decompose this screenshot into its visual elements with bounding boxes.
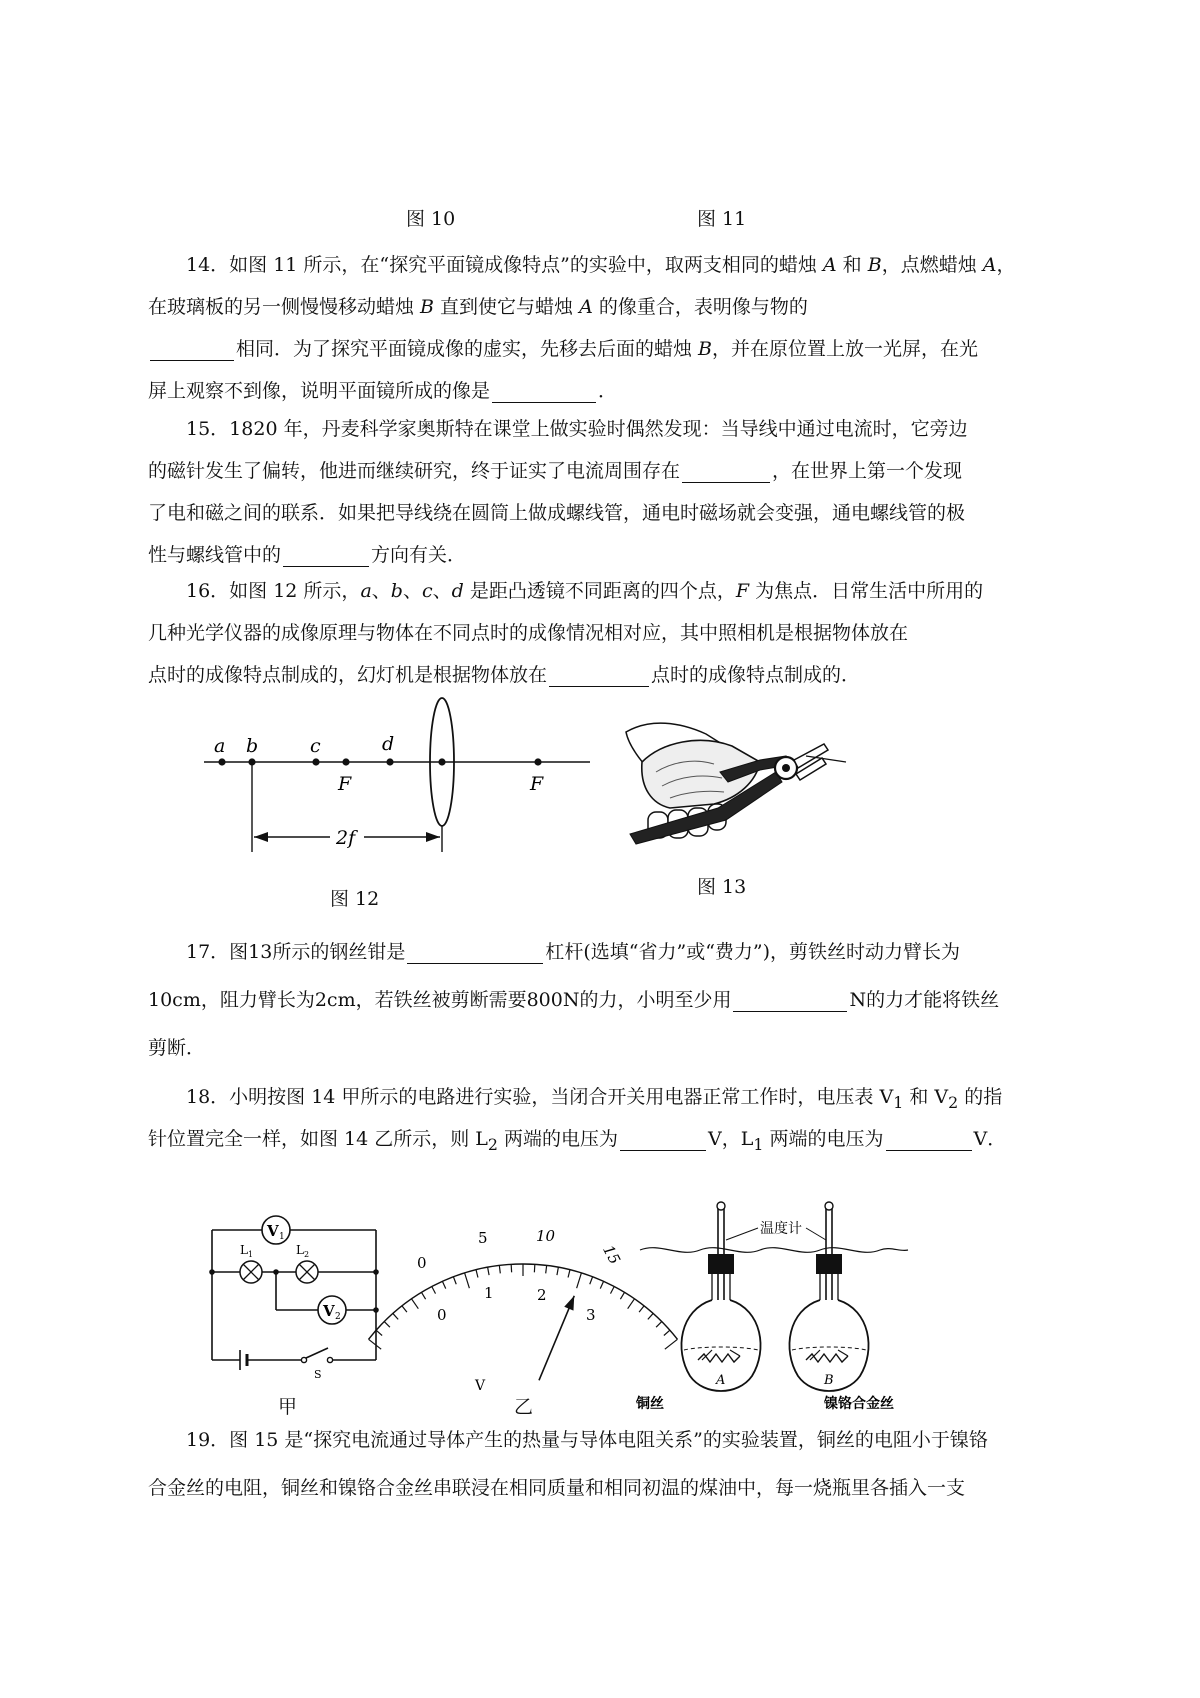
label-2f: 2f: [336, 827, 356, 849]
dial-tick: [590, 1277, 593, 1284]
stopper-b: [816, 1254, 842, 1274]
switch: [306, 1348, 328, 1358]
dial-tick: [488, 1267, 489, 1275]
answer-blank-14-2[interactable]: [492, 378, 596, 403]
flask-a: [681, 1202, 760, 1391]
dial-tick: [412, 1299, 419, 1309]
dial-tick: [610, 1287, 614, 1294]
figure-12-caption: 图 12: [330, 888, 380, 910]
dial-unit: V: [475, 1378, 486, 1394]
dial-tick: [402, 1306, 407, 1312]
dial-tick: [465, 1273, 470, 1288]
dial-tick: [453, 1277, 456, 1284]
dial-tick: [421, 1292, 425, 1299]
dial-tick: [393, 1313, 398, 1319]
inner-label-1: 1: [484, 1284, 494, 1302]
answer-blank-14-1[interactable]: [150, 336, 234, 361]
answer-blank-15-1[interactable]: [682, 458, 770, 483]
label-a: a: [214, 735, 226, 757]
thermometer-label: 温度计: [760, 1221, 802, 1237]
label-focus-left: F: [338, 773, 352, 795]
inner-label-3: 3: [586, 1306, 596, 1324]
svg-text:L: L: [296, 1243, 304, 1257]
point-focus-left: [342, 758, 349, 765]
answer-blank-18-2[interactable]: [886, 1126, 972, 1151]
inner-label-0: 0: [437, 1306, 447, 1324]
copper-wire-label: 铜丝: [636, 1396, 664, 1412]
outer-label-10: 10: [536, 1227, 556, 1245]
figure-14a-circuit: [200, 1200, 390, 1390]
question-18: 18．小明按图 14 甲所示的电路进行实验，当闭合开关用电器正常工作时，电压表 $V_1$ 和 $V_2$ 的指 针位置完全一样，如图 14 乙所示，则 $L_2$ 两端的电压为 V，$L_1$ 两端的电压为 V．: [148, 1086, 1007, 1154]
figure-14b-caption: 乙: [514, 1396, 534, 1418]
point-d: [386, 758, 393, 765]
point-c: [312, 758, 319, 765]
dial-tick: [432, 1287, 436, 1294]
flask-a-label: A: [716, 1373, 726, 1388]
question-15: 15．1820 年，丹麦科学家奥斯特在课堂上做实验时偶然发现：当导线中通过电流时，它旁边 的磁针发生了偏转，他进而继续研究，终于证实了电流周围存在 ，在世界上第一个发现 了电和磁之间的联系．如果把导线绕在圆筒上做成螺线管，通电时磁场就会变强，通电螺线管的极 性与螺线管中的 方向有关．: [148, 418, 968, 566]
dial-tick: [442, 1281, 445, 1288]
arrowhead-right: [426, 832, 440, 842]
svg-text:V: V: [267, 1222, 279, 1240]
nichrome-wire-label: 镍铬合金丝: [824, 1396, 894, 1412]
dial-tick: [628, 1299, 635, 1309]
question-19: 19．图 15 是“探究电流通过导体产生的热量与导体电阻关系”的实验装置，铜丝的电阻小于镍铬 合金丝的电阻，铜丝和镍铬合金丝串联浸在相同质量和相同初温的煤油中，每一烧瓶里各插入一支: [148, 1429, 988, 1499]
svg-text:L: L: [240, 1243, 248, 1257]
outer-label-5: 5: [478, 1229, 488, 1247]
stopper-a: [708, 1254, 734, 1274]
dial-tick: [600, 1281, 603, 1288]
question-17: 17．图13所示的钢丝钳是 杠杆(选填“省力”或“费力”)，剪铁丝时动力臂长为 10cm，阻力臂长为2cm，若铁丝被剪断需要800N的力，小明至少用 N的力才能将铁丝 剪断．: [148, 941, 1000, 1059]
dial-tick: [620, 1292, 624, 1299]
support-line: [640, 1248, 908, 1253]
dial-tick: [476, 1270, 478, 1278]
dial-tick: [568, 1270, 570, 1278]
inner-label-2: 2: [537, 1286, 547, 1304]
figure-13-pliers-illustration: [610, 712, 850, 846]
dial-tick: [557, 1267, 558, 1275]
dial-tick: [546, 1265, 547, 1273]
figure-14a-caption: 甲: [278, 1396, 298, 1418]
figure-14b-voltmeter-dial: [415, 1227, 630, 1415]
question-16: 16．如图 12 所示，a、b、c、d 是距凸透镜不同距离的四个点，F 为焦点．日常生活中所用的 几种光学仪器的成像原理与物体在不同点时的成像情况相对应，其中照相机是根据物体放在 点时的成像特点制成的，幻灯机是根据物体放在 点时的成像特点制成的．: [148, 580, 984, 686]
svg-text:S: S: [314, 1368, 322, 1381]
dial-scale: [369, 1264, 678, 1349]
svg-text:2: 2: [304, 1250, 310, 1259]
svg-text:1: 1: [248, 1250, 254, 1259]
outer-label-0: 0: [417, 1254, 427, 1272]
label-c: c: [310, 735, 321, 757]
point-a: [218, 758, 225, 765]
outer-label-15: 15: [599, 1242, 624, 1268]
answer-blank-15-2[interactable]: [283, 542, 369, 567]
answer-blank-17-2[interactable]: [733, 987, 847, 1012]
figure-13-caption: 图 13: [697, 876, 747, 898]
dial-pointer-head: [564, 1296, 574, 1311]
figure-11-caption: 图 11: [697, 208, 747, 230]
answer-blank-18-1[interactable]: [620, 1126, 706, 1151]
answer-blank-16[interactable]: [549, 662, 649, 687]
arrowhead-left: [254, 832, 268, 842]
svg-text:2: 2: [335, 1312, 341, 1322]
question-14: 14．如图 11 所示，在“探究平面镜成像特点”的实验中，取两支相同的蜡烛 A 和 B，点燃蜡烛 A， 在玻璃板的另一侧慢慢移动蜡烛 B 直到使它与蜡烛 A 的像重合，表明像与物的 相同．为了探究平面镜成像的虚实，先移去后面的蜡烛 B，并在原位置上放一光屏，在光 屏上观察不到像，说明平面镜所成的像是 ．: [148, 254, 1016, 402]
dial-tick: [577, 1273, 582, 1288]
label-b: b: [246, 735, 259, 757]
label-focus-right: F: [530, 773, 544, 795]
label-d: d: [382, 733, 395, 755]
flask-b-label: B: [824, 1373, 834, 1388]
pliers-pivot-pin: [782, 764, 790, 772]
figure-10-caption: 图 10: [406, 208, 456, 230]
figure-12-lens-diagram: [190, 690, 610, 890]
point-focus-right: [534, 758, 541, 765]
answer-blank-17-1[interactable]: [407, 939, 543, 964]
optical-center: [438, 758, 445, 765]
figure-15-flasks: [636, 1200, 910, 1412]
svg-text:1: 1: [279, 1232, 285, 1242]
dial-tick: [499, 1265, 500, 1273]
svg-text:V: V: [323, 1302, 335, 1320]
